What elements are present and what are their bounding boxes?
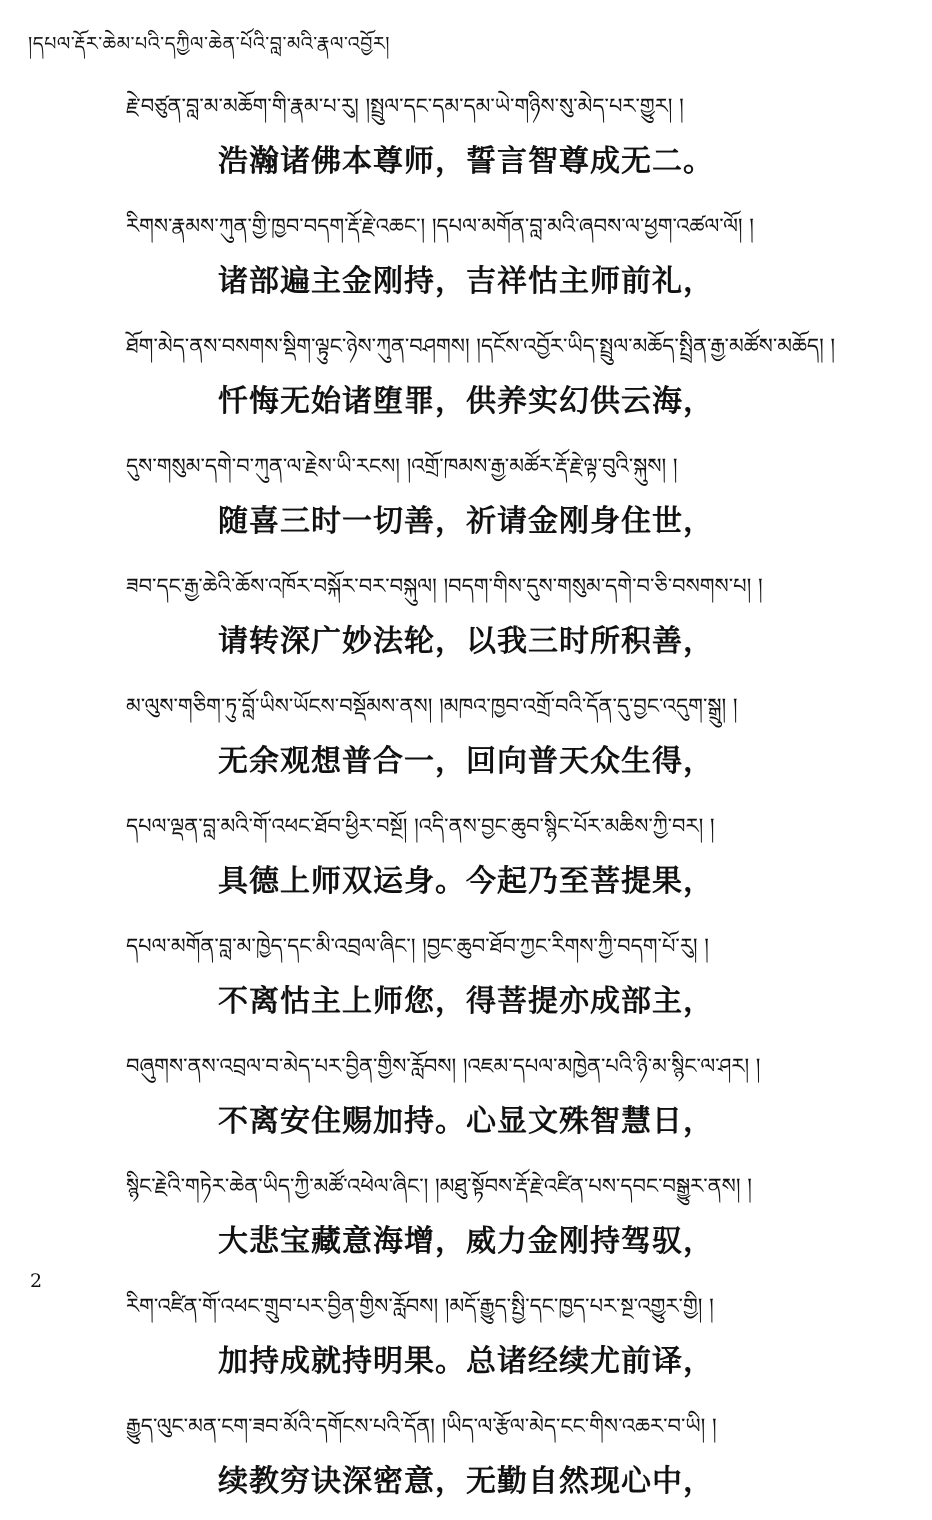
- tibetan-line: སྙིང་རྗེའི་གཏེར་ཆེན་ཡིད་ཀྱི་མཚོ་འཕེལ་ཞིང་། །མཐུ་སྟོབས་རྡོ་རྗེ་འཛིན་པས་དབང་བསྒྱུར་ནས། །: [126, 1174, 752, 1198]
- chinese-line: 诸部遍主金刚持，吉祥怙主师前礼，: [218, 264, 714, 299]
- page-number: 2: [30, 1270, 43, 1292]
- chinese-line: 随喜三时一切善，祈请金刚身住世，: [218, 504, 714, 539]
- verse-pair: [0, 440, 932, 560]
- tibetan-line: དཔལ་མགོན་བླ་མ་ཁྱེད་དང་མི་འབྲལ་ཞིང་། །བྱང་ཆུབ་ཐོབ་ཀྱང་རིགས་ཀྱི་བདག་པོ་རུ། །: [126, 934, 709, 958]
- tibetan-line: བཞུགས་ནས་འབྲལ་བ་མེད་པར་བྱིན་གྱིས་རློབས། །འཇམ་དཔལ་མཁྱེན་པའི་ཉི་མ་སྙིང་ལ་ཤར། །: [126, 1054, 761, 1078]
- verse-pair: [0, 1040, 932, 1160]
- chinese-line: 大悲宝藏意海增，威力金刚持驾驭，: [218, 1224, 714, 1259]
- tibetan-line: རྗེ་བཙུན་བླ་མ་མཆོག་གི་རྣམ་པ་རུ། །སྤྲུལ་དང་དམ་དམ་ཡེ་གཉིས་སུ་མེད་པར་གྱུར། །: [126, 94, 684, 118]
- tibetan-line: རིག་འཛིན་གོ་འཕང་གྲུབ་པར་བྱིན་གྱིས་རློབས། །མདོ་རྒྱུད་སྤྱི་དང་ཁྱད་པར་སྔ་འགྱུར་གྱི། །: [126, 1294, 714, 1318]
- tibetan-line: རྒྱུད་ལུང་མན་ངག་ཟབ་མོའི་དགོངས་པའི་དོན། །ཡིད་ལ་རྩོལ་མེད་ངང་གིས་འཆར་བ་ཡི། །: [126, 1414, 717, 1438]
- verse-pair: [0, 200, 932, 320]
- verse-pair: [0, 1160, 932, 1280]
- verse-pair: [0, 1400, 932, 1520]
- running-header: །དཔལ་རྡོར་ཆེམ་པའི་དཀྱིལ་ཆེན་པོའི་བླ་མའི་རྣལ་འབྱོར།: [28, 33, 391, 55]
- verse-pair: [0, 1280, 932, 1400]
- tibetan-line: དུས་གསུམ་དགེ་བ་ཀུན་ལ་རྗེས་ཡི་རངས། །འགྲོ་ཁམས་རྒྱ་མཚོར་རྡོ་རྗེ་ལྟ་བུའི་སྐུས། །: [126, 454, 678, 478]
- verse-pair: [0, 80, 932, 200]
- chinese-line: 浩瀚诸佛本尊师，誓言智尊成无二。: [218, 144, 714, 179]
- chinese-line: 加持成就持明果。总诸经续尤前译，: [218, 1344, 714, 1379]
- verse-pair: [0, 800, 932, 920]
- tibetan-line: ཐོག་མེད་ནས་བསགས་སྡིག་ལྟུང་ཉེས་ཀུན་བཤགས། །དངོས་འབྱོར་ཡིད་སྤྲུལ་མཆོད་སྤྲིན་རྒྱ་མཚོས་མཆོད། །: [126, 334, 836, 358]
- tibetan-line: མ་ལུས་གཅིག་ཏུ་བློ་ཡིས་ཡོངས་བསྡོམས་ནས། །མཁའ་ཁྱབ་འགྲོ་བའི་དོན་དུ་བྱང་འདུག་སྒྲུ། །: [126, 694, 738, 718]
- tibetan-line: ཟབ་དང་རྒྱ་ཆེའི་ཆོས་འཁོར་བསྐོར་བར་བསྐུལ། །བདག་གིས་དུས་གསུམ་དགེ་བ་ཅི་བསགས་པ། །: [126, 574, 763, 598]
- verse-pair: [0, 560, 932, 680]
- chinese-line: 不离怙主上师您，得菩提亦成部主，: [218, 984, 714, 1019]
- verse-list: [0, 80, 932, 1520]
- tibetan-line: རིགས་རྣམས་ཀུན་གྱི་ཁྱབ་བདག་རྡོ་རྗེ་འཆང་། །དཔལ་མགོན་བླ་མའི་ཞབས་ལ་ཕྱག་འཚལ་ལོ། །: [126, 214, 754, 238]
- tibetan-line: དཔལ་ལྡན་བླ་མའི་གོ་འཕང་ཐོབ་ཕྱིར་བསྔོ། །འདི་ནས་བྱང་ཆུབ་སྙིང་པོར་མཆིས་ཀྱི་བར། །: [126, 814, 715, 838]
- verse-pair: [0, 320, 932, 440]
- verse-pair: [0, 920, 932, 1040]
- chinese-line: 忏悔无始诸堕罪，供养实幻供云海，: [218, 384, 714, 419]
- chinese-line: 不离安住赐加持。心显文殊智慧日，: [218, 1104, 714, 1139]
- chinese-line: 续教穷诀深密意，无勤自然现心中，: [218, 1464, 714, 1499]
- chinese-line: 请转深广妙法轮，以我三时所积善，: [218, 624, 714, 659]
- chinese-line: 具德上师双运身。今起乃至菩提果，: [218, 864, 714, 899]
- verse-pair: [0, 680, 932, 800]
- chinese-line: 无余观想普合一，回向普天众生得，: [218, 744, 714, 779]
